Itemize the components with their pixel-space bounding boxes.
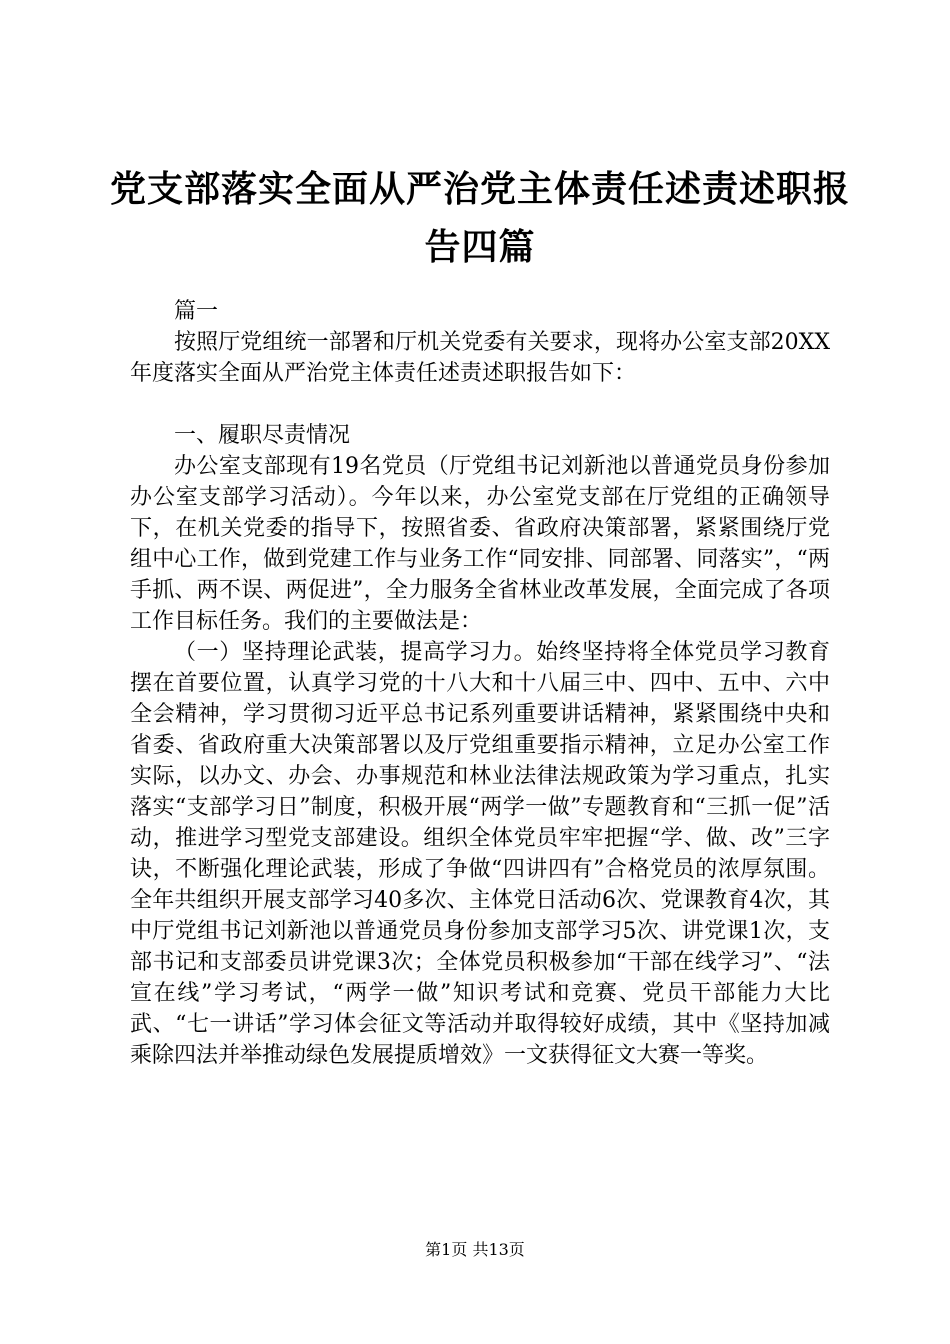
body-paragraph: （一）坚持理论武装，提高学习力。始终坚持将全体党员学习教育摆在首要位置，认真学习党的十八大和十八届三中、四中、五中、六中全会精神，学习贯彻习近平总书记系列重要讲话精神，紧紧围绕中央和省委、省政府重大决策部署以及厅党组重要指示精神，立足办公室工作实际，以办文、办会、办事规范和林业法律法规政策为学习重点，扎实落实“支部学习日”制度，积极开展“两学一做”专题教育和“三抓一促”活动，推进学习型党支部建设。组织全体党员牢牢把握“学、做、改”三字诀，不断强化理论武装，形成了争做“四讲四有”合格党员的浓厚氛围。全年共组织开展支部学习40多次、主体党日活动6次、党课教育4次，其中厅党组书记刘新池以普通党员身份参加支部学习5次、讲党课1次，支部书记和支部委员讲党课3次；全体党员积极参加“干部在线学习”、“法宣在线”学习考试，“两学一做”知识考试和竞赛、党员干部能力大比武、“七一讲话”学习体会征文等活动并取得较好成绩，其中《坚持加减乘除四法并举推动绿色发展提质增效》一文获得征文大赛一等奖。 [130,640,830,1068]
section-heading: 一、履职尽责情况 [174,423,351,448]
page-footer: 第1页 共13页 [425,1240,525,1259]
document-title: 党支部落实全面从严治党主体责任述责述职报告四篇 [110,168,851,268]
body-paragraph: 办公室支部现有19名党员（厅党组书记刘新池以普通党员身份参加办公室支部学习活动）。今年以来，办公室党支部在厅党组的正确领导下，在机关党委的指导下，按照省委、省政府决策部署，紧紧围绕厅党组中心工作，做到党建工作与业务工作“同安排、同部署、同落实”，“两手抓、两不误、两促进”，全力服务全省林业改革发展，全面完成了各项工作目标任务。我们的主要做法是： [130,454,830,634]
section-label: 篇一 [174,299,219,324]
document-body [130,296,830,1071]
intro-paragraph: 按照厅党组统一部署和厅机关党委有关要求，现将办公室支部20XX年度落实全面从严治党主体责任述责述职报告如下： [130,330,830,386]
